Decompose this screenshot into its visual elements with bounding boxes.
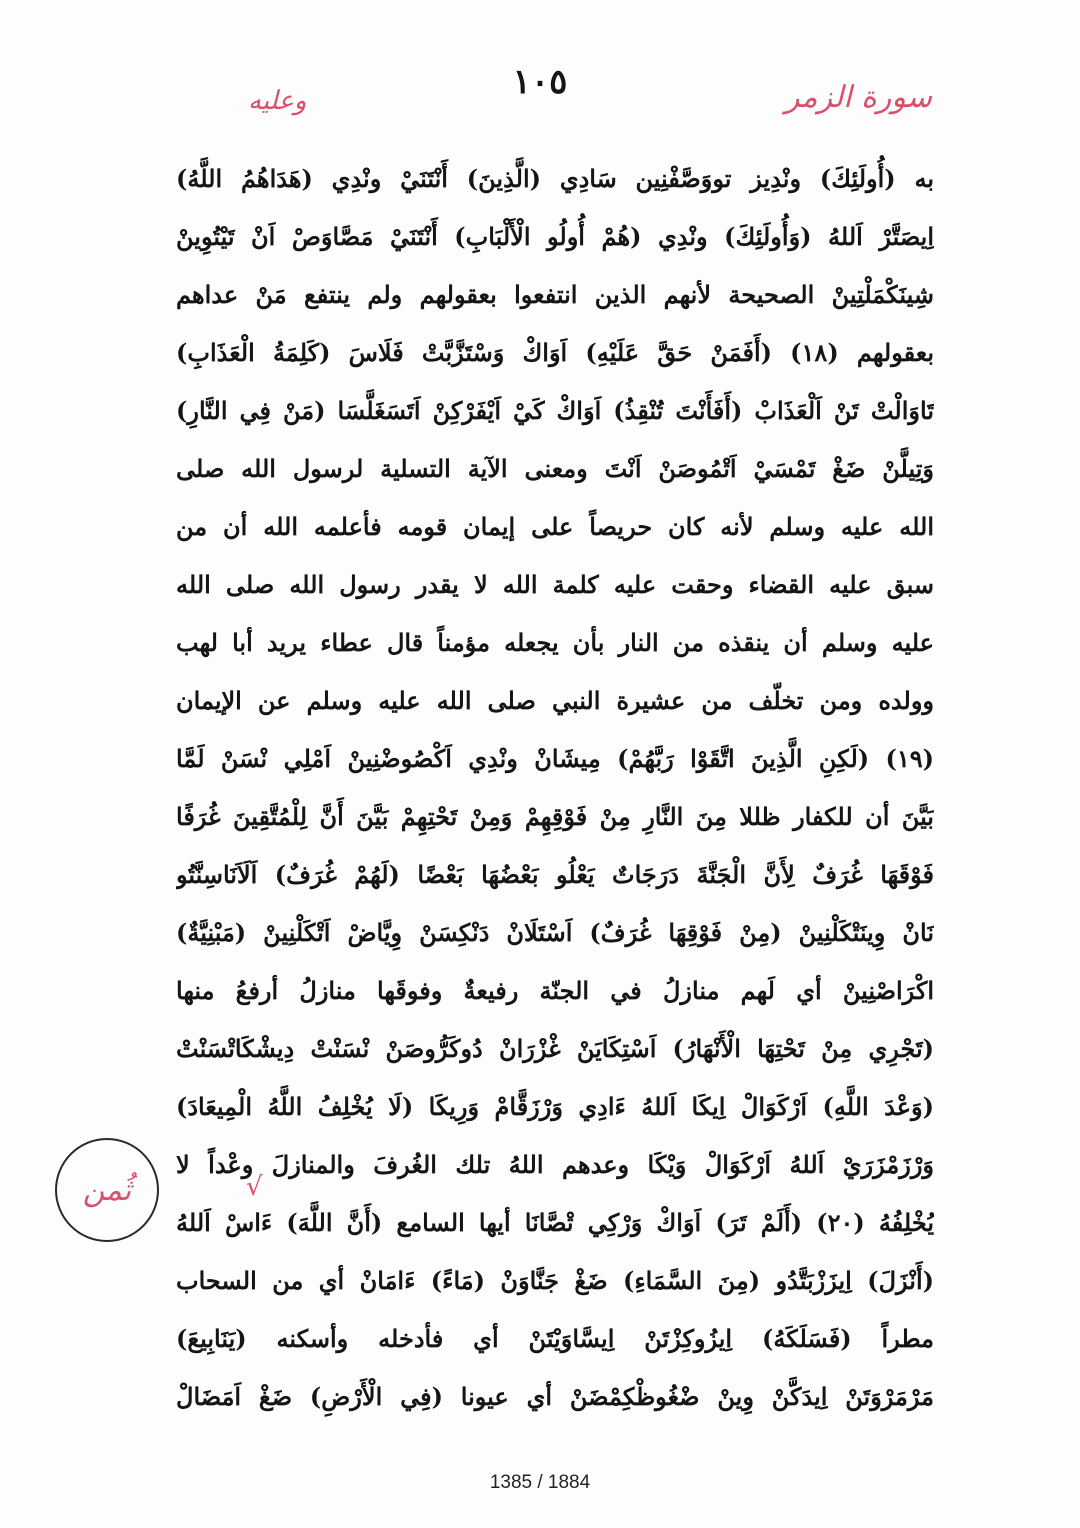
text-line: تَاوَالْتْ تَنْ اَلْعَذَابْ (أَفَأَنْتَ تُنْقِذُ) اَوَاكْ كَيْ اَيْفَرْكِنْ اَتَسَغَلَّسَا (مَنْ فِي النَّارِ) [176,396,934,425]
margin-circle-label: ثُمن [82,1172,132,1208]
text-line: فَوْقَهَا غُرَفٌ لِأَنَّ الْجَنَّةَ دَرَجَاتٌ يَعْلُو بَعْضُهَا بَعْضًا (لَهُمْ غُرَفٌ) اَلَاَنَاسِنَّتُو [176,860,934,889]
text-line: وَرْزَمْزَرَيْ اَللهُ اَرْكَوَالْ وَيْكَا وعدهم اللهُ تلك الغُرفَ والمنازلَ وعْداً لا [176,1150,934,1179]
corner-handwritten-note: وعليه [248,86,307,116]
text-line: مَرْمَرْوَتَنْ اِيدَكَّنْ وِينْ ضْغُوظْكِمْضَنْ أي عيونا (فِي الْأَرْضِ) ضَغْ اَمَضَالْ [176,1382,934,1411]
text-line: سبق عليه القضاء وحقت عليه كلمة الله لا يقدر رسول الله صلى الله [176,570,934,599]
text-line: الله عليه وسلم لأنه كان حريصاً على إيمان قومه فأعلمه الله أن من [176,512,934,541]
text-line: بَيَّنَ أن للكفار ظللا مِنَ النَّارِ مِنْ فَوْقِهِمْ وَمِنْ تَحْتِهِمْ بَيَّنَ أَنَّ لِلْمُتَّقِينَ غُرَفًا [176,802,934,831]
text-line: (تَجْرِي مِنْ تَحْتِهَا الْأَنْهَارُ) اَسْتِكَايَنْ غْزْرَانْ دُوكَرُّوصَنْ نْسَنْتْ دِيشْكَاتْسَنْتْ [176,1034,934,1063]
text-line: (وَعْدَ اللَّهِ) اَرْكَوَالْ اِيكَا اَللهُ ءَادِي وَرْزَقَّامْ وَرِيكَا (لَا يُخْلِفُ اللَّهُ الْمِيعَادَ) [176,1092,934,1121]
text-line: يُخْلِفُهُ (٢٠) (أَلَمْ تَرَ) اَوَاكْ وَرْكِي تْصَّانَا أيها السامع (أَنَّ اللَّهَ) ءَاسْ اَللهُ [176,1208,934,1237]
margin-circle-note [55,1138,159,1242]
text-line: اكْرَاصْنِينْ أي لَهم منازلُ في الجنّة رفيعةٌ وفوقَها منازلُ أرفعُ منها [176,976,934,1005]
text-line: عليه وسلم أن ينقذه من النار بأن يجعله مؤمناً قال عطاء يريد أبا لهب [176,628,934,657]
text-line: به (أُولَئِكَ) ونْدِيز تووَصَّفْنِين سَادِي (الَّذِينَ) أَنْتَنَيْ ونْدِي (هَدَاهُمُ اللَّهُ) [176,164,934,193]
pagination-indicator: 1385 / 1884 [489,1472,591,1493]
text-line: وولده ومن تخلّف من عشيرة النبي صلى الله عليه وسلم عن الإيمان [176,686,934,715]
text-line: اِيصَتَّرْ اَللهُ (وَأُولَئِكَ) ونْدِي (هُمْ أُولُو الْأَلْبَابِ) أَنْتَنَيْ مَصَّاوَصْ اَنْ تَيْتُوِينْ [176,222,934,251]
text-line: بعقولهم (١٨) (أَفَمَنْ حَقَّ عَلَيْهِ) اَوَاكْ وَسْتَزَّبَّتْ فَلَاسَ (كَلِمَةُ الْعَذَابِ) [176,338,934,367]
text-line: نَانْ وِينَتْكَلْنِينْ (مِنْ فَوْقِهَا غُرَفٌ) اَسْتَلَانْ دَنْكِسَنْ وِيَّاضْ اَتْكَلْنِينْ (مَبْنِيَّةٌ) [176,918,934,947]
text-line: مطراً (فَسَلَكَهُ) اِيزُوكِزْتَنْ اِيسَّاوَيْتَنْ أي فأدخله وأسكنه (يَنَابِيعَ) [176,1324,934,1353]
surah-handwritten-note: سورة الزمر [784,80,932,115]
handwritten-tick-mark: √ [246,1172,263,1202]
page-number: ١٠٥ [512,62,568,102]
text-line: (أَنْزَلَ) اِيزَزْبَتَّدُو (مِنَ السَّمَاءِ) ضَغْ جَنَّاوَنْ (مَاءً) ءَامَانْ أي من السحاب [176,1266,934,1295]
text-line: وَتِيلَّنْ ضَغْ تَمْسَيْ اَتْمُوصَنْ اَنْتَ ومعنى الآية التسلية لرسول الله صلى [176,454,934,483]
text-line: شِينَكْمَلْتِينْ الصحيحة لأنهم الذين انتفعوا بعقولهم ولم ينتفع مَنْ عداهم [176,280,934,309]
page-body-text [176,150,934,1426]
text-line: (١٩) (لَكِنِ الَّذِينَ اتَّقَوْا رَبَّهُمْ) مِيشَانْ ونْدِي اَكْصُوضْنِينْ اَمْلِي نْسَنْ لَمَّا [176,744,934,773]
